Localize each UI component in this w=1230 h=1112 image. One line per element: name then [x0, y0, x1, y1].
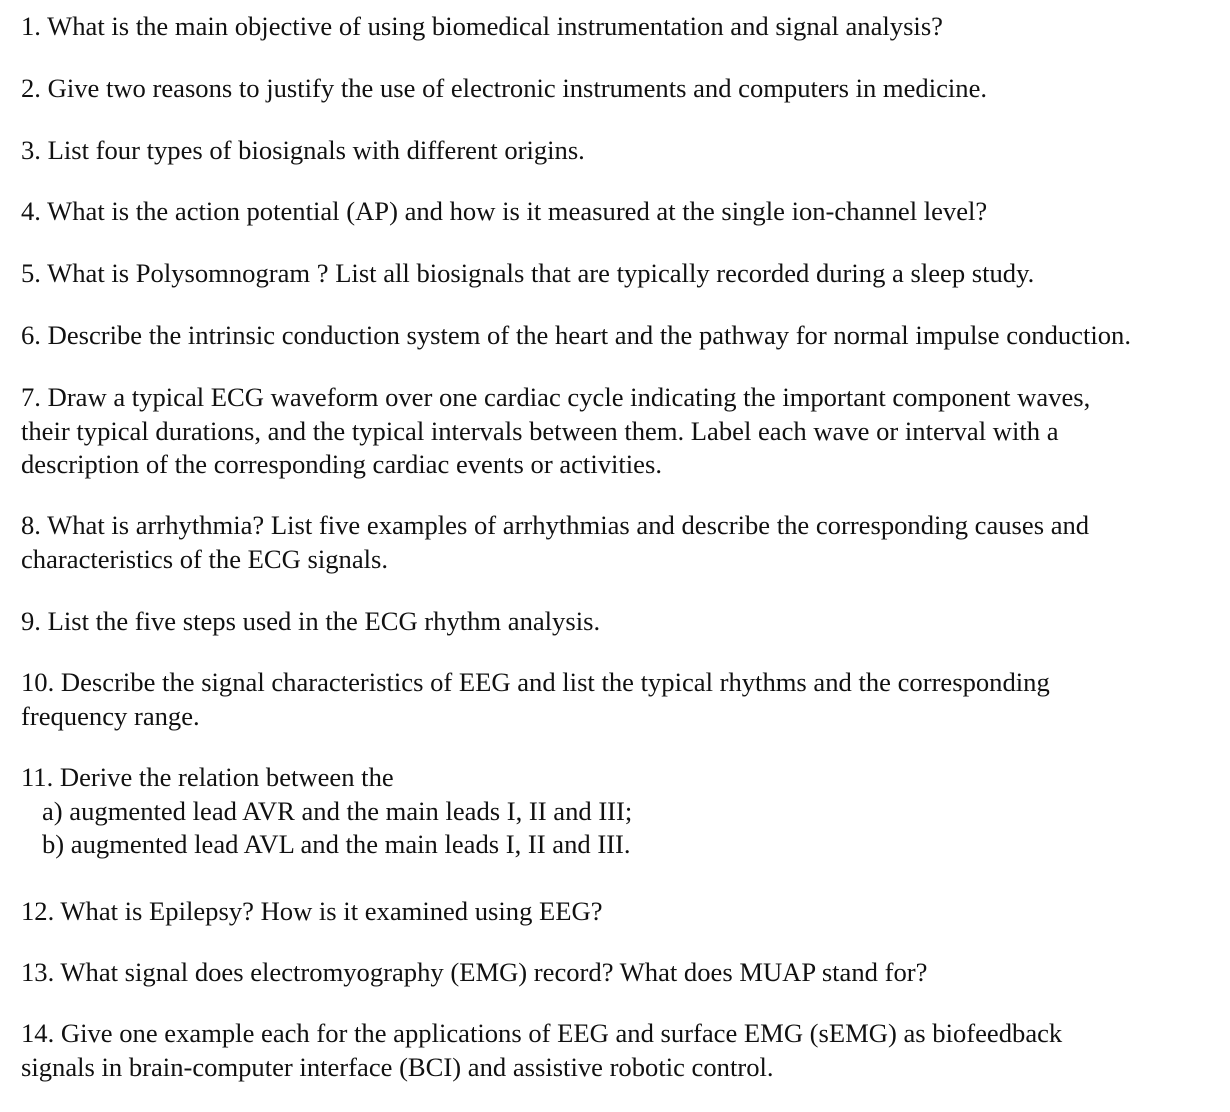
question-number: 12.	[21, 896, 55, 926]
question-number: 7.	[21, 382, 41, 412]
question-line	[21, 381, 1230, 415]
question-number: 8.	[21, 510, 41, 540]
question-line	[21, 666, 1230, 700]
question-text: Describe the intrinsic conduction system of the heart and the pathway for normal impulse conduction.	[47, 320, 1132, 350]
question-number: 4.	[21, 196, 41, 226]
question-8	[21, 509, 1230, 576]
question-number: 13.	[21, 957, 55, 987]
question-text: List four types of biosignals with different origins.	[47, 135, 585, 165]
question-text: their typical durations, and the typical intervals between them. Label each wave or interval with a	[21, 415, 1059, 446]
question-text: Give two reasons to justify the use of electronic instruments and computers in medicine.	[47, 73, 988, 103]
question-line	[21, 72, 1230, 106]
question-text: What is the action potential (AP) and how is it measured at the single ion-channel level?	[47, 196, 988, 226]
question-line	[21, 1017, 1230, 1051]
question-line	[21, 895, 1230, 929]
question-14	[21, 1017, 1230, 1084]
question-12	[21, 895, 1230, 929]
question-text: signals in brain-computer interface (BCI) and assistive robotic control.	[21, 1051, 774, 1082]
question-text: What is Epilepsy? How is it examined using EEG?	[60, 896, 603, 926]
question-subitem: a) augmented lead AVR and the main leads I, II and III;	[42, 795, 633, 826]
question-line	[21, 319, 1230, 353]
question-number: 14.	[21, 1018, 55, 1048]
question-13	[21, 956, 1230, 990]
question-1	[21, 10, 1230, 44]
question-line	[21, 10, 1230, 44]
question-subitem: b) augmented lead AVL and the main leads I, II and III.	[42, 829, 631, 860]
question-number: 3.	[21, 135, 41, 165]
question-number: 9.	[21, 606, 41, 636]
question-text: Draw a typical ECG waveform over one cardiac cycle indicating the important component waves,	[47, 382, 1091, 412]
question-line	[21, 134, 1230, 168]
question-6	[21, 319, 1230, 353]
question-11	[21, 761, 1230, 862]
question-line	[21, 956, 1230, 990]
question-number: 5.	[21, 258, 41, 288]
question-text: What signal does electromyography (EMG) record? What does MUAP stand for?	[60, 957, 928, 987]
question-10	[21, 666, 1230, 733]
question-number: 10.	[21, 667, 55, 697]
question-number: 11.	[21, 762, 54, 792]
question-line	[21, 761, 1230, 795]
question-7	[21, 381, 1230, 482]
question-text: What is Polysomnogram ? List all biosignals that are typically recorded during a sleep study.	[47, 258, 1035, 288]
question-text: What is arrhythmia? List five examples of arrhythmias and describe the corresponding causes and	[47, 510, 1090, 540]
question-3	[21, 134, 1230, 168]
question-4	[21, 195, 1230, 229]
question-number: 1.	[21, 11, 41, 41]
question-9	[21, 605, 1230, 639]
question-number: 2.	[21, 73, 41, 103]
question-2	[21, 72, 1230, 106]
question-text: characteristics of the ECG signals.	[21, 543, 389, 574]
question-text: Derive the relation between the	[59, 762, 394, 792]
question-5	[21, 257, 1230, 291]
question-text: Give one example each for the applications of EEG and surface EMG (sEMG) as biofeedback	[60, 1018, 1063, 1048]
question-text: List the five steps used in the ECG rhythm analysis.	[47, 606, 601, 636]
question-text: Describe the signal characteristics of EEG and list the typical rhythms and the corresponding	[60, 667, 1050, 697]
question-line	[21, 605, 1230, 639]
question-text: frequency range.	[21, 700, 200, 731]
question-text: What is the main objective of using biomedical instrumentation and signal analysis?	[47, 11, 943, 41]
question-line	[21, 509, 1230, 543]
question-number: 6.	[21, 320, 41, 350]
question-text: description of the corresponding cardiac events or activities.	[21, 449, 662, 480]
question-line	[21, 195, 1230, 229]
question-line	[21, 257, 1230, 291]
